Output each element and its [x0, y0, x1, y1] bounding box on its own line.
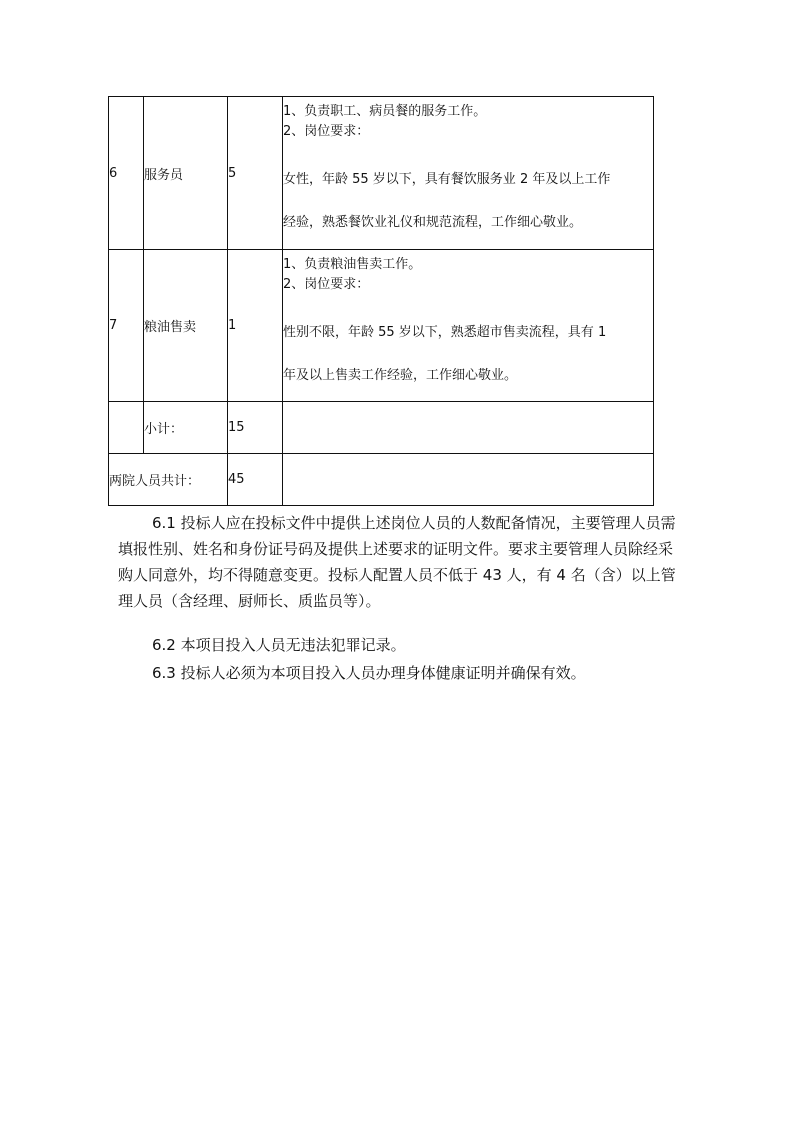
position-name: 服务员	[144, 97, 228, 250]
staff-table	[108, 96, 654, 506]
table-row	[109, 250, 654, 402]
duty-text: 1、负责粮油售卖工作。	[283, 256, 422, 272]
total-row	[109, 454, 654, 506]
requirement-title: 2、岗位要求：	[283, 276, 370, 292]
total-value: 45	[228, 454, 283, 506]
total-label: 两院人员共计：	[109, 454, 228, 506]
paragraph-6-3: 6.3 投标人必须为本项目投入人员办理身体健康证明并确保有效。	[152, 664, 586, 682]
job-description	[283, 250, 654, 402]
headcount: 1	[228, 250, 283, 402]
headcount: 5	[228, 97, 283, 250]
paragraph-6-1: 6.1 投标人应在投标文件中提供上述岗位人员的人数配备情况，主要管理人员需填报性别、姓名和身份证号码及提供上述要求的证明文件。要求主要管理人员除经采购人同意外，均不得随意变更。投标人配置人员不低于 43 人，有 4 名（含）以上管理人员（含经理、厨师长、质监员等）。	[118, 514, 676, 610]
row-number: 7	[109, 250, 144, 402]
subtotal-row	[109, 402, 654, 454]
requirement-line: 经验，熟悉餐饮业礼仪和规范流程，工作细心敬业。	[283, 215, 583, 230]
duty-text: 1、负责职工、病员餐的服务工作。	[283, 104, 487, 119]
position-name: 粮油售卖	[144, 250, 228, 402]
job-description	[283, 97, 654, 250]
subtotal-value: 15	[228, 402, 283, 454]
paragraph-6-2: 6.2 本项目投入人员无违法犯罪记录。	[152, 636, 406, 654]
requirement-line: 女性，年龄 55 岁以下，具有餐饮服务业 2 年及以上工作	[283, 172, 611, 187]
body-text	[118, 510, 680, 686]
subtotal-label: 小计：	[144, 402, 228, 454]
requirement-line: 年及以上售卖工作经验，工作细心敬业。	[283, 367, 518, 383]
requirement-line: 性别不限，年龄 55 岁以下，熟悉超市售卖流程，具有 1	[283, 324, 607, 340]
table-row	[109, 97, 654, 250]
requirement-title: 2、岗位要求：	[283, 124, 370, 139]
row-number: 6	[109, 97, 144, 250]
